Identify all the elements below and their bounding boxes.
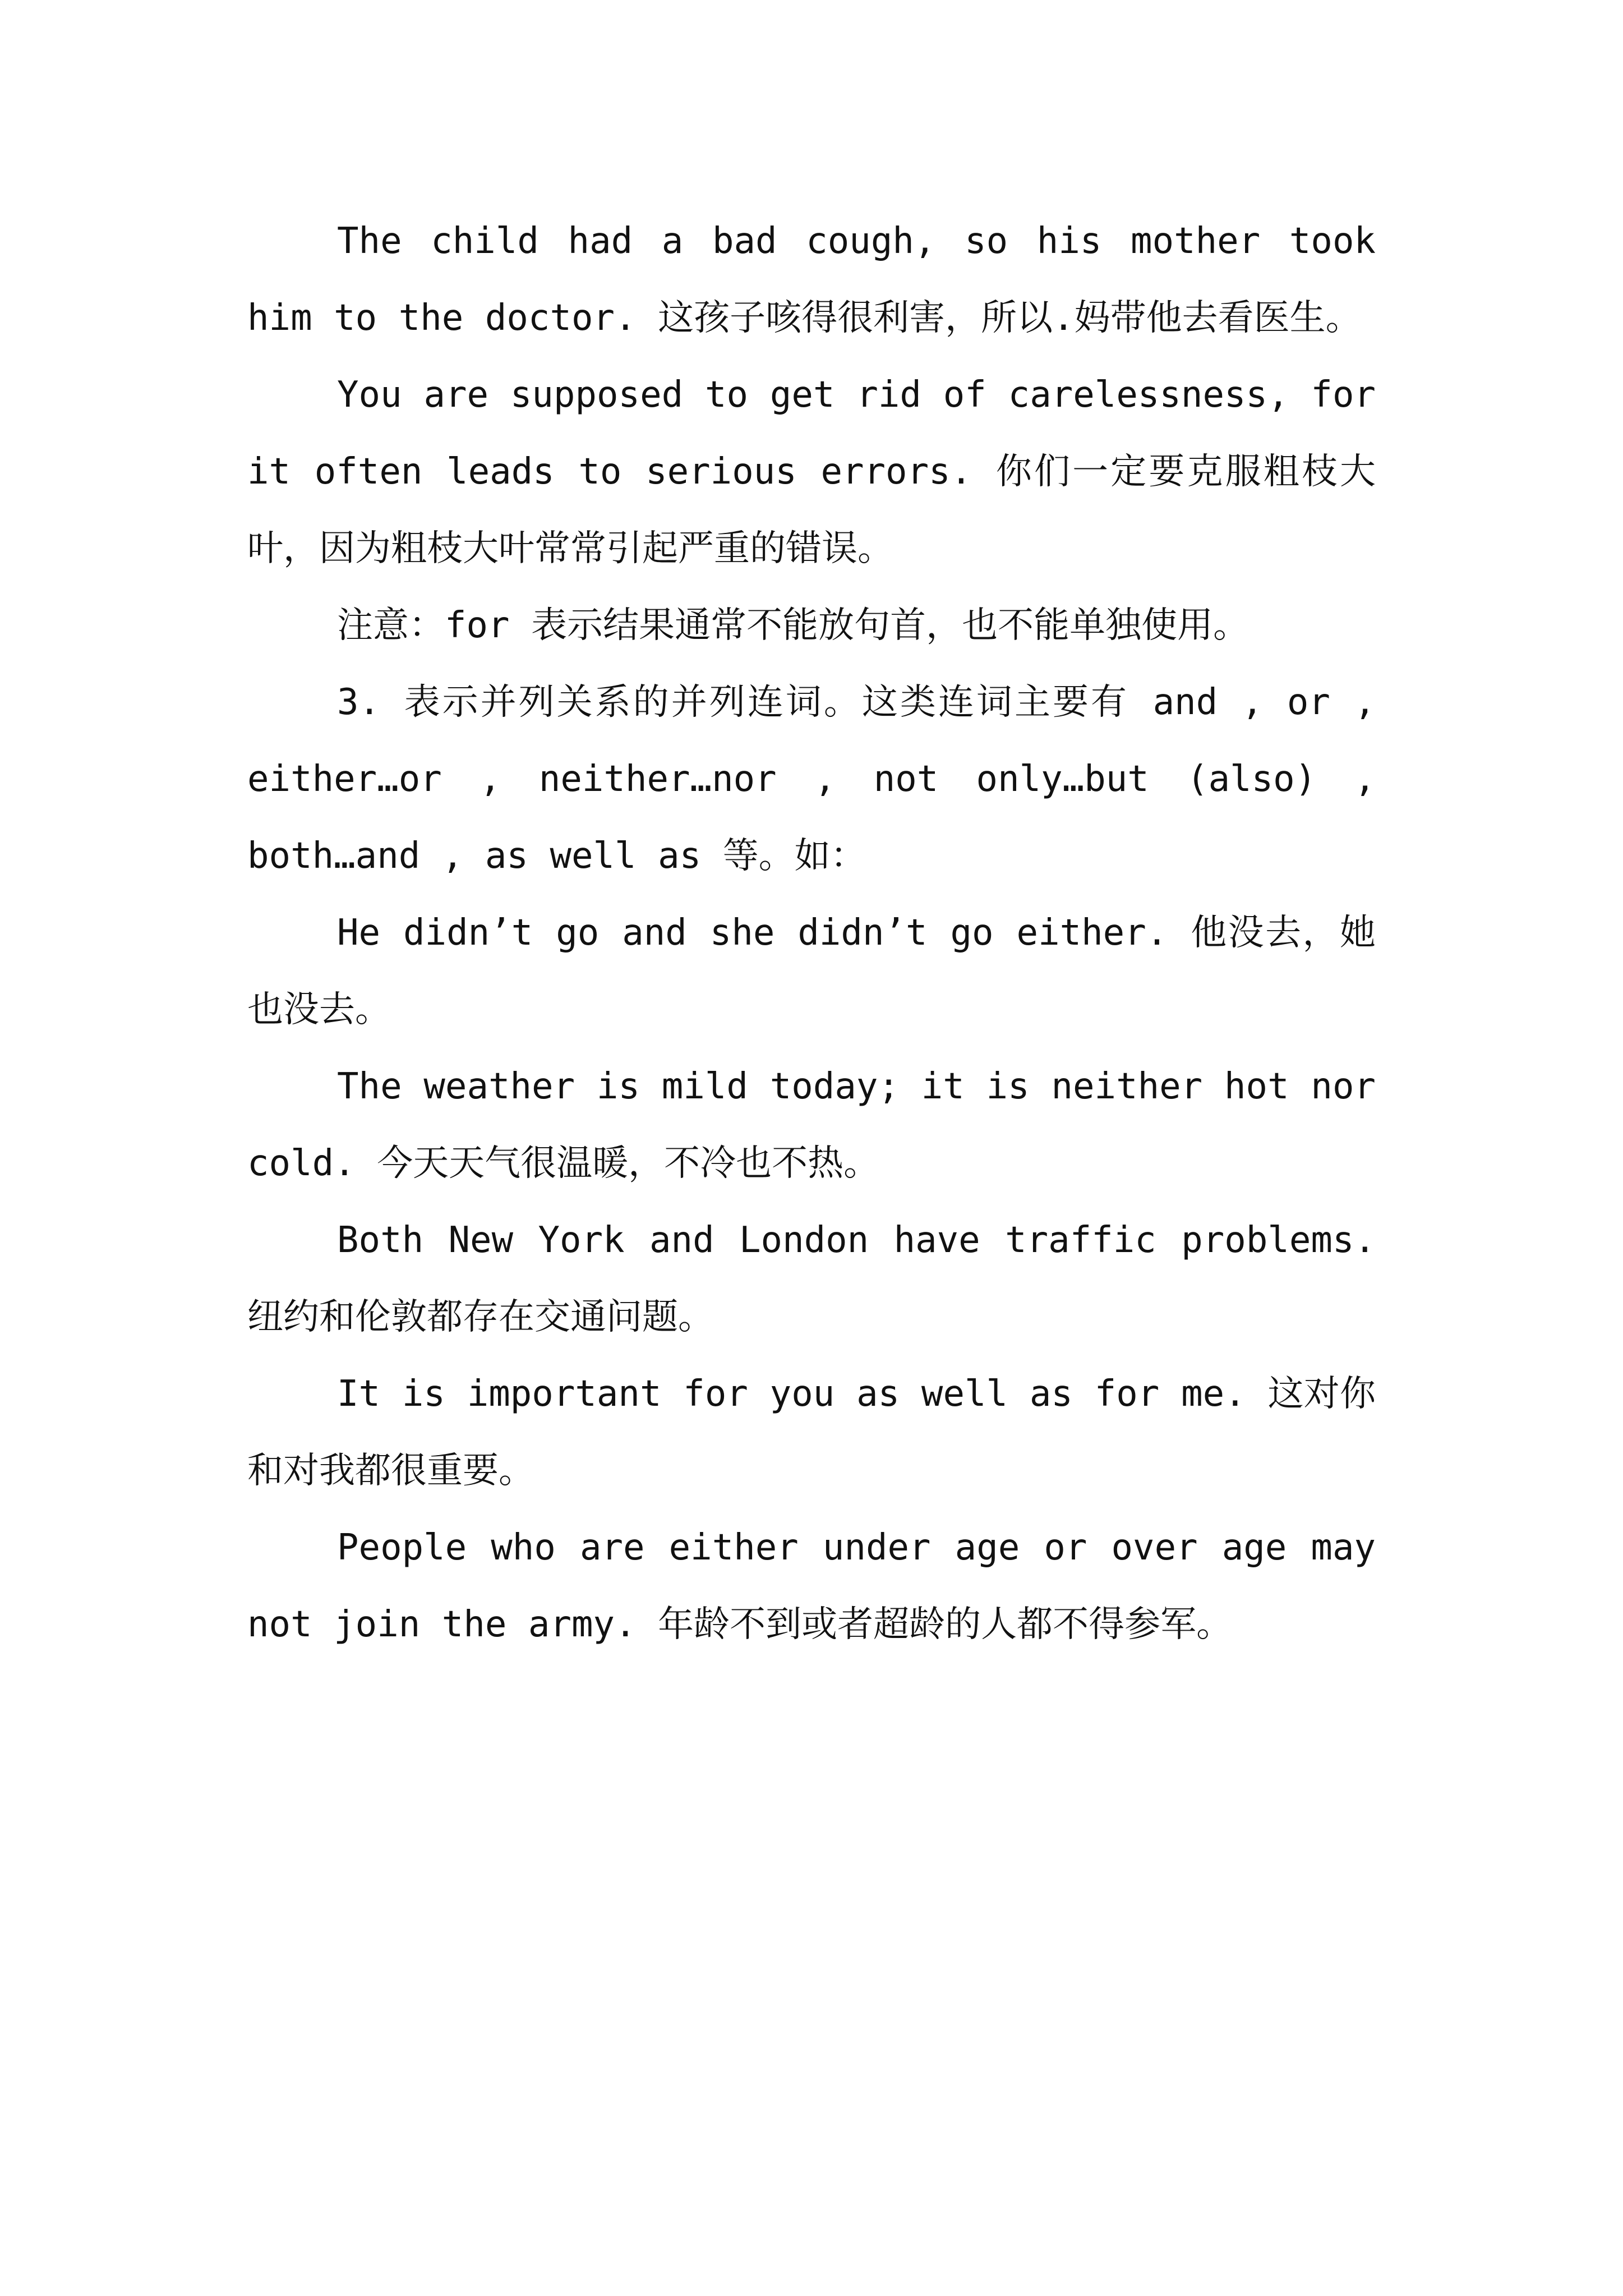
paragraph-for-note: 注意：for 表示结果通常不能放句首，也不能单独使用。	[337, 605, 1249, 646]
paragraph-cough-example: The child had a bad cough, so his mother took him to the doctor. 这孩子咳得很利害，所以.妈带他去看医生。	[247, 220, 1376, 339]
paragraph-coordinating-conjunctions-heading: 3. 表示并列关系的并列连词。这类连词主要有 and , or , either…or , neither…nor , not only…but (also) , both…and , as well as 等。如：	[247, 682, 1376, 877]
paragraph-carelessness-example: You are supposed to get rid of carelessness, for it often leads to serious errors. 你们一定要克服粗枝大叶，因为粗枝大叶常常引起严重的错误。	[247, 374, 1376, 569]
paragraph-both-example: Both New York and London have traffic problems. 纽约和伦敦都存在交通问题。	[247, 1220, 1376, 1338]
paragraph-army-example: People who are either under age or over age may not join the army. 年龄不到或者超龄的人都不得参军。	[247, 1527, 1376, 1645]
paragraph-either-example: He didn’t go and she didn’t go either. 他没去，她也没去。	[247, 912, 1376, 1030]
paragraph-weather-example: The weather is mild today; it is neither hot nor cold. 今天天气很温暖，不冷也不热。	[247, 1066, 1376, 1184]
paragraph-as-well-as-example: It is important for you as well as for me. 这对你和对我都很重要。	[247, 1373, 1376, 1492]
document-body	[247, 203, 1376, 1663]
